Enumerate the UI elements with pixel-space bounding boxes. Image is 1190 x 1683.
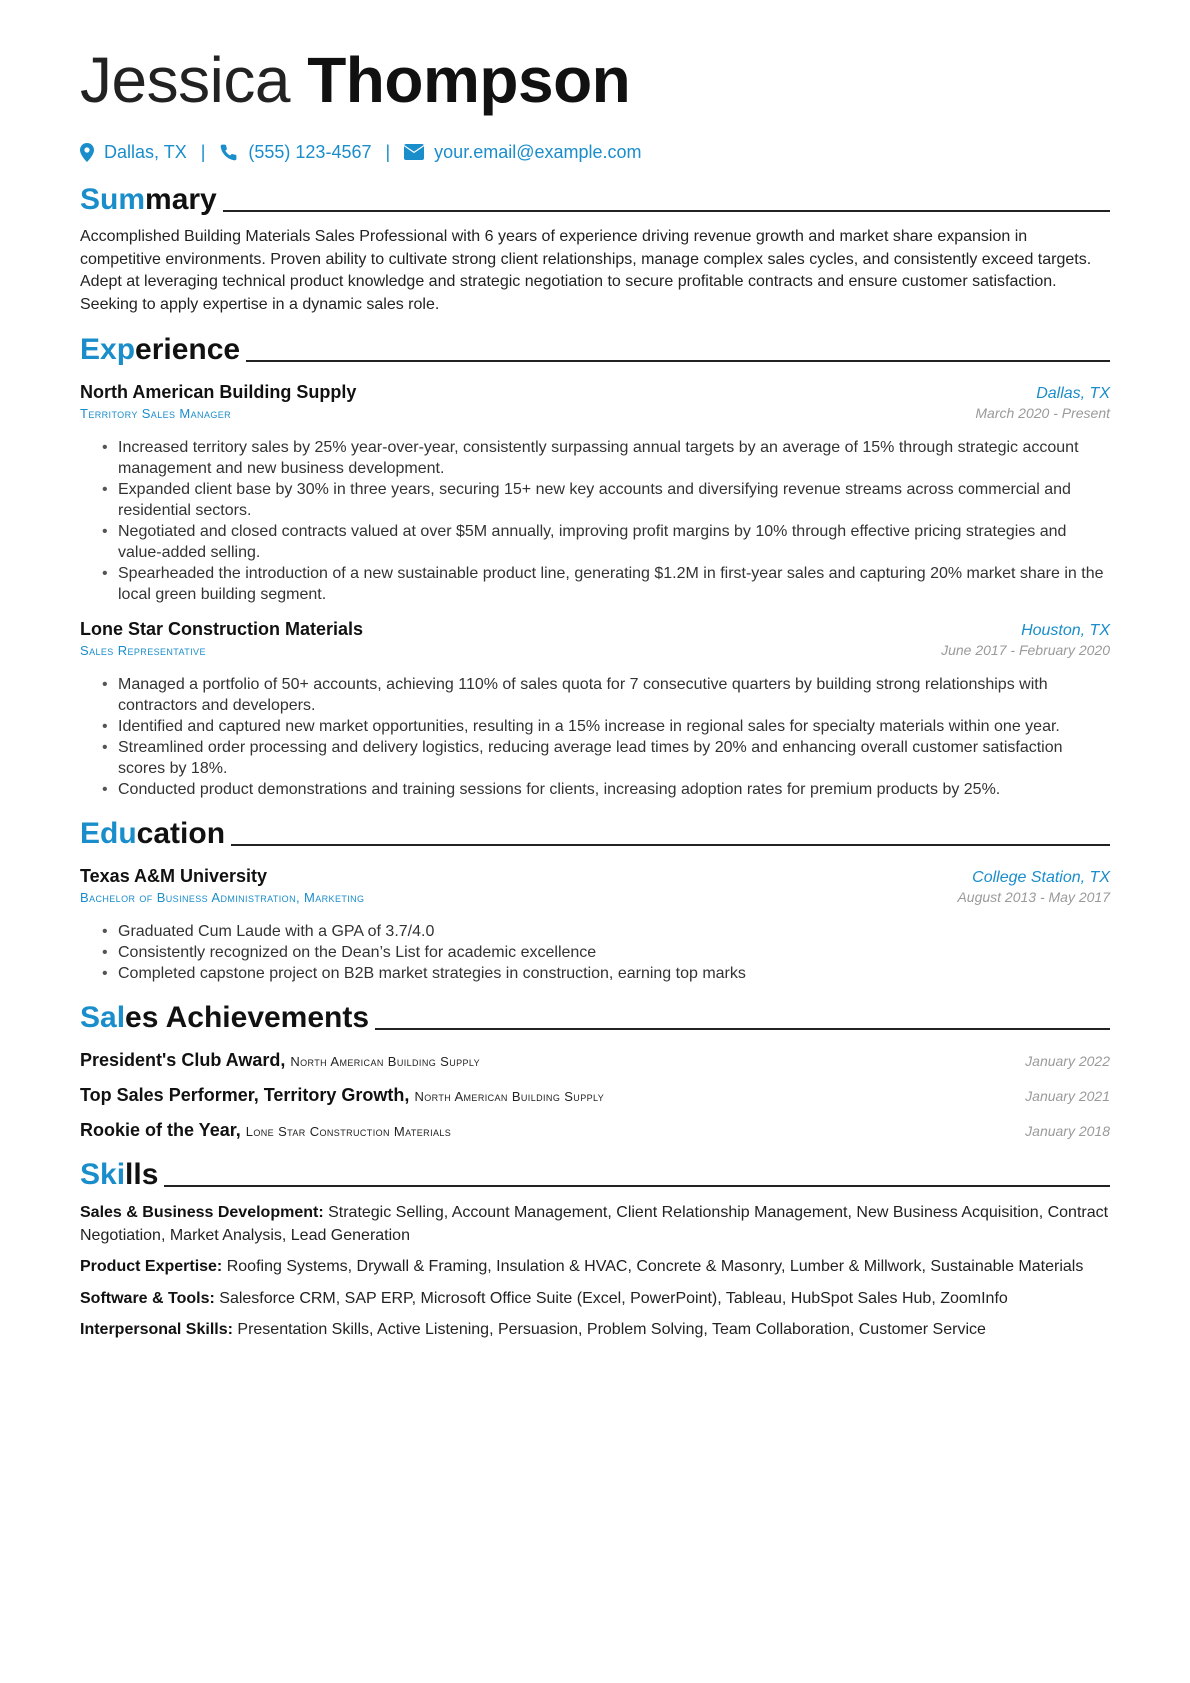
phone-text[interactable]: (555) 123-4567 (248, 141, 372, 162)
list-item: • Expanded client base by 30% in three years, securing 15+ new key accounts and diversifying revenue streams across commercial and residential sectors. (118, 479, 1110, 521)
heading-rest: lls (125, 1158, 159, 1191)
first-name: Jessica (80, 44, 290, 116)
experience-entry (80, 619, 1110, 800)
job-dates: March 2020 - Present (975, 405, 1110, 421)
phone-icon (219, 143, 238, 162)
achievement-date: January 2021 (1025, 1088, 1110, 1104)
list-item: • Identified and captured new market opportunities, resulting in a 15% increase in regional sales for specialty materials within one year. (118, 716, 1110, 737)
heading-rest: mary (145, 183, 217, 216)
achievement-row: President's Club Award, North American Building Supply January 2022 (80, 1050, 1110, 1070)
heading-rule (231, 844, 1110, 846)
education-dates: August 2013 - May 2017 (957, 889, 1110, 905)
section-heading-experience (80, 328, 1110, 368)
education-entry (80, 866, 1110, 984)
last-name: Thompson (307, 44, 631, 116)
list-item: • Spearheaded the introduction of a new sustainable product line, generating $1.2M in first-year sales and capturing 20% market share in the local green building segment. (118, 563, 1110, 605)
list-item: • Negotiated and closed contracts valued at over $5M annually, improving profit margins by 10% through effective pricing strategies and value-added selling. (118, 521, 1110, 563)
section-heading-skills (80, 1153, 1110, 1193)
section-heading-education (80, 812, 1110, 852)
heading-accent: Sum (80, 183, 146, 216)
contact-email[interactable] (404, 142, 641, 163)
job-location: Dallas, TX (1036, 385, 1110, 402)
skill-value: Roofing Systems, Drywall & Framing, Insulation & HVAC, Concrete & Masonry, Lumber & Millwork, Sustainable Materials (226, 1258, 1084, 1275)
email-link[interactable]: your.email@example.com (434, 141, 642, 162)
achievement-title: President's Club Award (80, 1050, 281, 1070)
achievement-title: Rookie of the Year (80, 1120, 236, 1140)
achievement-row: Top Sales Performer, Territory Growth, North American Building Supply January 2021 (80, 1085, 1110, 1105)
achievement-title: Top Sales Performer, Territory Growth (80, 1085, 405, 1105)
section-heading-summary (80, 178, 1110, 218)
company-name: Lone Star Construction Materials (80, 619, 364, 639)
bullet-list (80, 674, 1110, 800)
job-dates: June 2017 - February 2020 (941, 642, 1110, 658)
bullet-list (80, 437, 1110, 605)
heading-accent: Ski (80, 1158, 126, 1191)
heading-rule (164, 1185, 1110, 1187)
experience-entry (80, 382, 1110, 605)
heading-rule (223, 210, 1110, 212)
map-pin-icon (80, 143, 94, 162)
heading-rule (246, 360, 1110, 362)
candidate-name (80, 40, 1110, 120)
contact-separator: | (385, 141, 391, 162)
list-item: • Graduated Cum Laude with a GPA of 3.7/4.0 (118, 921, 1110, 942)
list-item: • Streamlined order processing and delivery logistics, reducing average lead times by 20% and enhancing overall customer satisfaction scores by 18%. (118, 737, 1110, 779)
contact-phone[interactable] (219, 142, 371, 163)
skill-row (80, 1256, 1110, 1279)
list-item: • Increased territory sales by 25% year-over-year, consistently surpassing annual targets by an average of 15% through strategic account management and new business development. (118, 437, 1110, 479)
job-location: Houston, TX (1021, 622, 1110, 639)
skill-label: Interpersonal Skills: (80, 1321, 233, 1338)
job-title: Sales Representative (80, 643, 206, 658)
achievement-row: Rookie of the Year, Lone Star Construction Materials January 2018 (80, 1120, 1110, 1140)
heading-accent: Exp (80, 333, 136, 366)
list-item: • Managed a portfolio of 50+ accounts, achieving 110% of sales quota for 7 consecutive quarters by building strong relationships with contractors and developers. (118, 674, 1110, 716)
skill-label: Product Expertise: (80, 1258, 223, 1275)
section-heading-achievements (80, 996, 1110, 1036)
skill-label: Software & Tools: (80, 1289, 215, 1307)
school-location: College Station, TX (972, 869, 1110, 886)
list-item: • Conducted product demonstrations and training sessions for clients, increasing adoption rates for premium products by 25%. (118, 779, 1110, 800)
job-title: Territory Sales Manager (80, 406, 232, 421)
list-item: • Completed capstone project on B2B market strategies in construction, earning top marks (118, 963, 1110, 984)
contact-separator: | (200, 141, 206, 162)
location-text: Dallas, TX (104, 141, 187, 162)
achievement-org: North American Building Supply (290, 1054, 481, 1069)
skill-label: Sales & Business Development: (80, 1204, 324, 1221)
heading-accent: Edu (80, 817, 137, 850)
heading-rest: es Achievements (125, 1001, 370, 1034)
achievement-org: North American Building Supply (414, 1089, 605, 1104)
degree: Bachelor of Business Administration, Marketing (80, 890, 365, 905)
heading-rule (375, 1028, 1110, 1030)
contact-location (80, 142, 187, 163)
achievement-date: January 2018 (1025, 1123, 1110, 1139)
heading-accent: Sal (80, 1001, 126, 1034)
skill-value: Presentation Skills, Active Listening, Persuasion, Problem Solving, Team Collaboration, Customer Service (237, 1321, 986, 1338)
company-name: North American Building Supply (80, 382, 357, 402)
contact-bar (80, 138, 1110, 166)
list-item: • Consistently recognized on the Dean’s List for academic excellence (118, 942, 1110, 963)
school-name: Texas A&M University (80, 866, 268, 886)
skill-row (80, 1202, 1110, 1247)
achievement-date: January 2022 (1025, 1053, 1110, 1069)
skill-value: Salesforce CRM, SAP ERP, Microsoft Office Suite (Excel, PowerPoint), Tableau, HubSpot Sales Hub, ZoomInfo (219, 1289, 1008, 1307)
heading-rest: erience (135, 333, 241, 366)
summary-text: Accomplished Building Materials Sales Professional with 6 years of experience driving revenue growth and market share expansion in competitive environments. Proven ability to cultivate strong client relationships, manage complex sales cycles, and consistently exceed targets. Adept at leveraging technical product knowledge and strategic negotiation to secure profitable contracts and ensure customer satisfaction. Seeking to apply expertise in a dynamic sales role. (80, 228, 1092, 313)
achievement-org: Lone Star Construction Materials (245, 1124, 452, 1139)
heading-rest: cation (136, 817, 226, 850)
skill-row (80, 1319, 1110, 1342)
skill-row (80, 1288, 1110, 1311)
skill-value: Strategic Selling, Account Management, Client Relationship Management, New Business Acquisition, Contract Negotiation, Market Analysis, Lead Generation (80, 1204, 1109, 1244)
envelope-icon (404, 144, 424, 160)
bullet-list (80, 921, 1110, 984)
